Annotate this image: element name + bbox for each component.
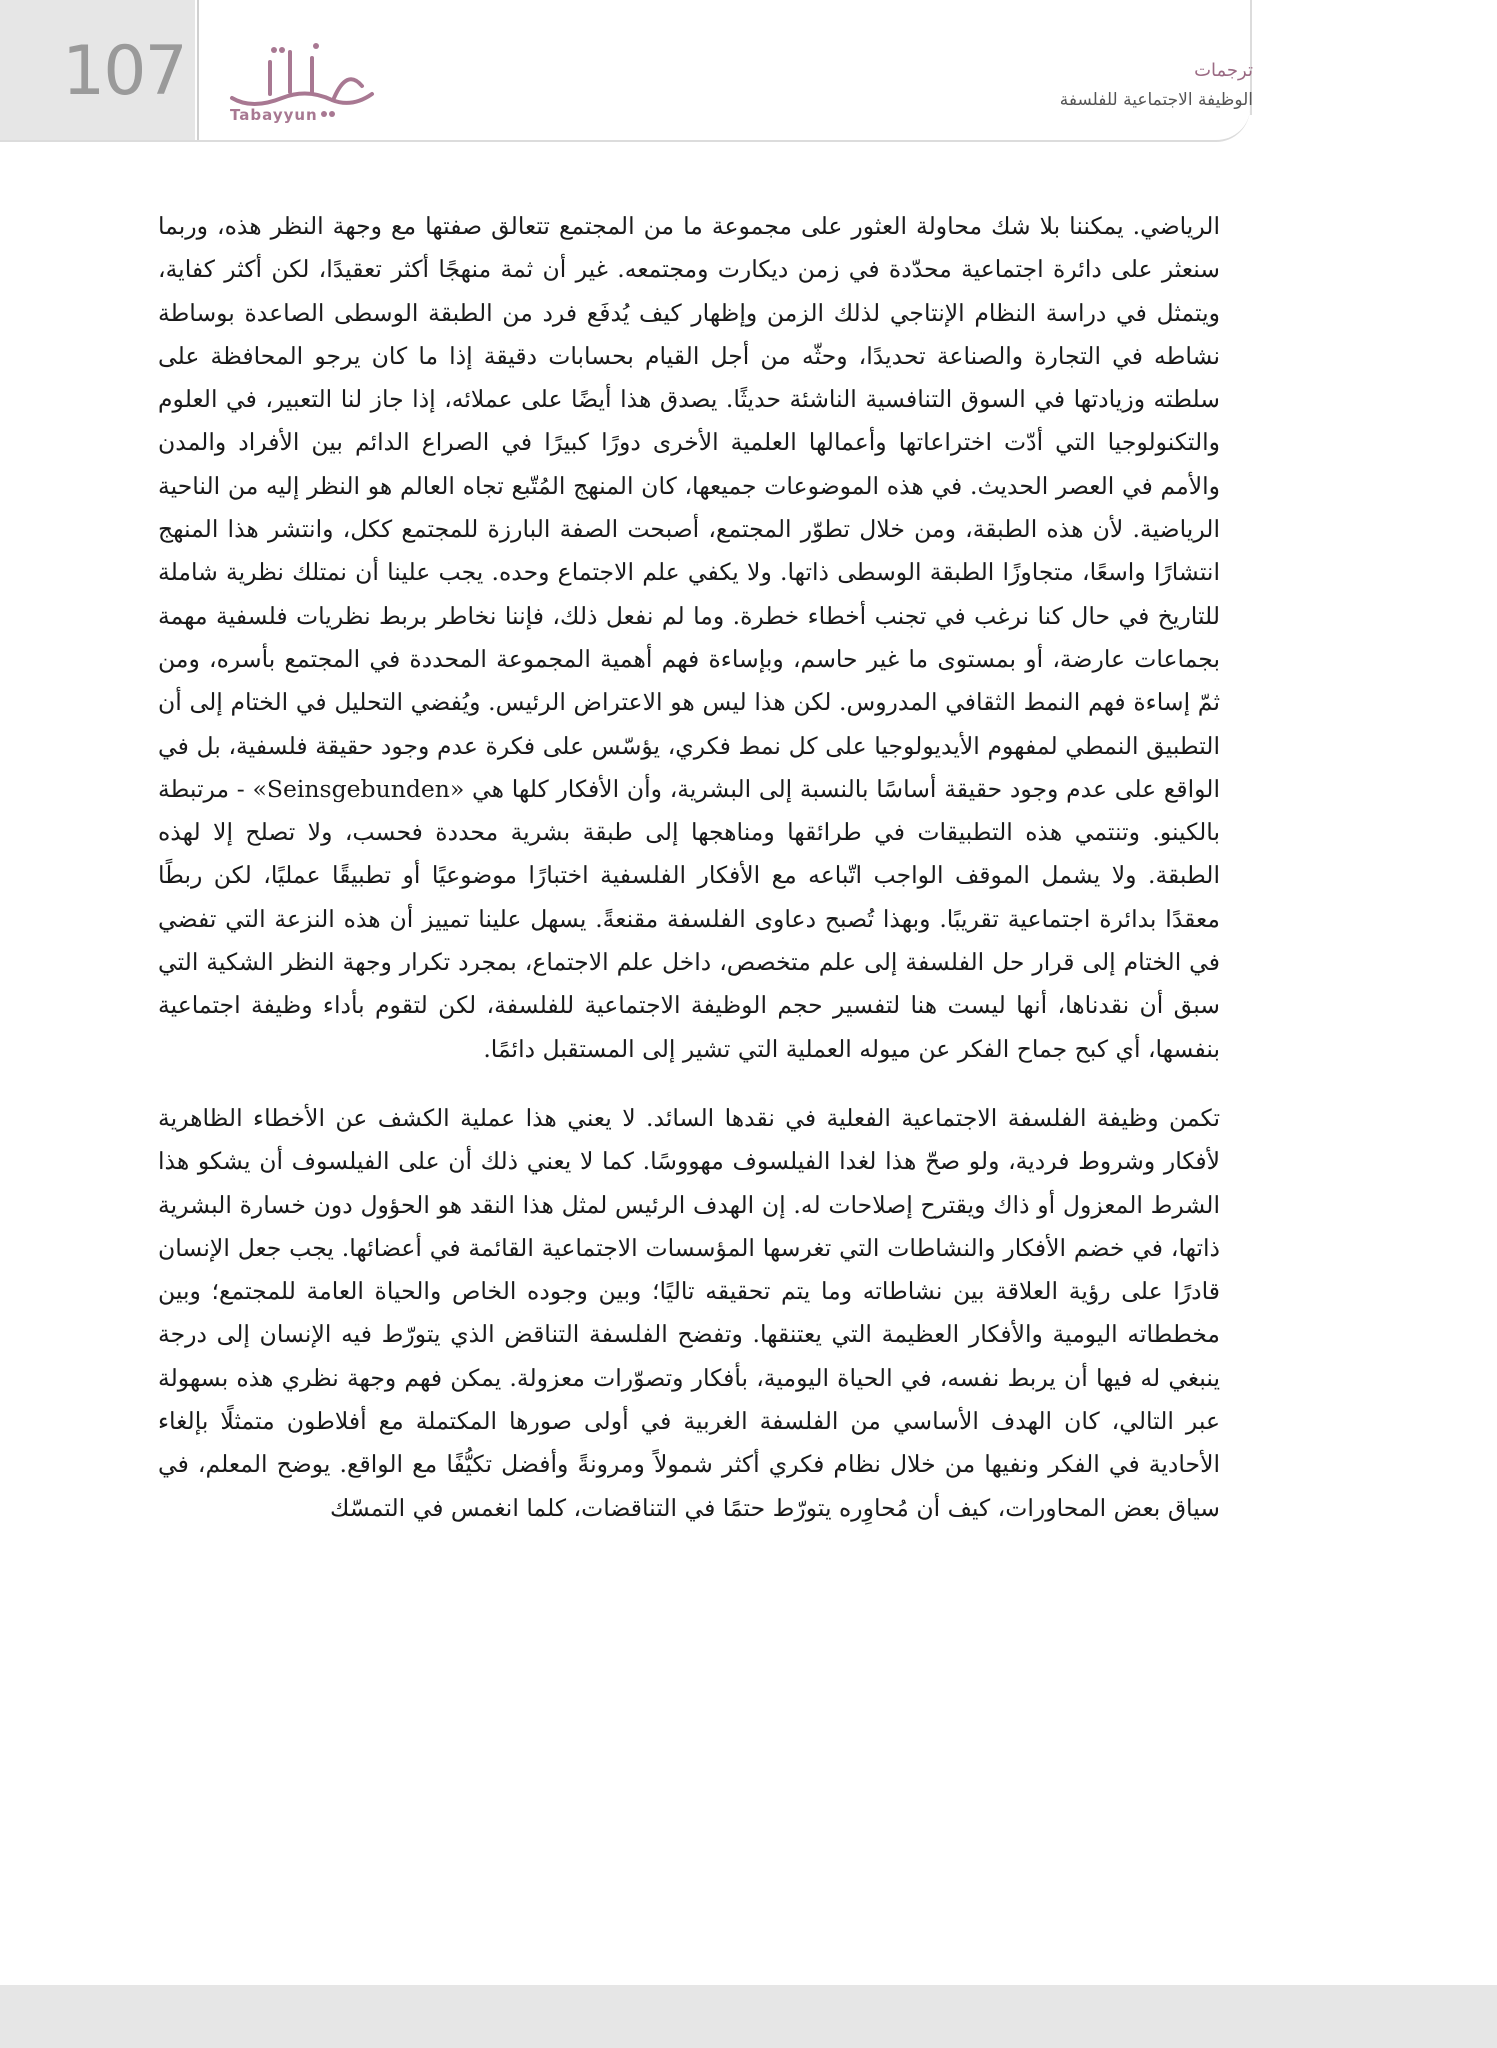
header-divider	[197, 0, 199, 140]
page-number: 107	[62, 32, 186, 111]
paragraph: الرياضي. يمكننا بلا شك محاولة العثور على مجموعة ما من المجتمع تتعالق صفتها مع وجهة النظر هذه، وربما سنعثر على دائرة اجتماعية محدّدة في زمن ديكارت ومجتمعه. غير أن ثمة منهجًا أكثر تعقيدًا، لكن أكثر كفاية، ويتمثل في دراسة النظام الإنتاجي لذلك الزمن وإظهار كيف يُدفَع فرد من الطبقة الوسطى الصاعدة بوساطة نشاطه في التجارة والصناعة تحديدًا، وحثّه من أجل القيام بحسابات دقيقة إذا ما كان يرجو المحافظة على سلطته وزيادتها في السوق التنافسية الناشئة حديثًا. يصدق هذا أيضًا على عملائه، إذا جاز لنا التعبير، في العلوم والتكنولوجيا التي أدّت اختراعاتها وأعمالها العلمية الأخرى دورًا كبيرًا في الصراع الدائم بين الأفراد والمدن والأمم في العصر الحديث. في هذه الموضوعات جميعها، كان المنهج المُتّبع تجاه العالم هو النظر إليه من الناحية الرياضية. لأن هذه الطبقة، ومن خلال تطوّر المجتمع، أصبحت الصفة البارزة للمجتمع ككل، وانتشر هذا المنهج انتشارًا واسعًا، متجاوزًا الطبقة الوسطى ذاتها. ولا يكفي علم الاجتماع وحده. يجب علينا أن نمتلك نظرية شاملة للتاريخ في حال كنا نرغب في تجنب أخطاء خطرة. وما لم نفعل ذلك، فإننا نخاطر بربط نظريات فلسفية مهمة بجماعات عارضة، أو بمستوى ما غير حاسم، وبإساءة فهم أهمية المجموعة المحددة في المجتمع بأسره، ومن ثمّ إساءة فهم النمط الثقافي المدروس. لكن هذا ليس هو الاعتراض الرئيس. ويُفضي التحليل في الختام إلى أن التطبيق النمطي لمفهوم الأيديولوجيا على كل نمط فكري، يؤسّس على فكرة عدم وجود حقيقة فلسفية، بل في الواقع على عدم وجود حقيقة أساسًا بالنسبة إلى البشرية، وأن الأفكار كلها هي «Seinsgebunden» - مرتبطة بالكينو. وتنتمي هذه التطبيقات في طرائقها ومناهجها إلى طبقة بشرية محددة فحسب، ولا تصلح إلا لهذه الطبقة. ولا يشمل الموقف الواجب اتّباعه مع الأفكار الفلسفية اختبارًا موضوعيًا أو تطبيقًا عمليًا، لكن ربطًا معقدًا بدائرة اجتماعية تقريبًا. وبهذا تُصبح دعاوى الفلسفة مقنعةً. يسهل علينا تمييز أن هذه النزعة التي تفضي في الختام إلى قرار حل الفلسفة إلى علم متخصص، داخل علم الاجتماع، بمجرد تكرار وجهة النظر الشكية التي سبق أن نقدناها، أنها ليست هنا لتفسير حجم الوظيفة الاجتماعية للفلسفة، لكن لتقوم بأداء وظيفة اجتماعية بنفسها، أي كبح جماح الفكر عن ميوله العملية التي تشير إلى المستقبل دائمًا.	[158, 212, 1220, 1063]
article-title: الوظيفة الاجتماعية للفلسفة	[1059, 90, 1253, 110]
logo-text: Tabayyun	[230, 106, 318, 124]
paragraph: تكمن وظيفة الفلسفة الاجتماعية الفعلية في نقدها السائد. لا يعني هذا عملية الكشف عن الأخطاء الظاهرية لأفكار وشروط فردية، ولو صحّ هذا لغدا الفيلسوف مهووسًا. كما لا يعني ذلك أن على الفيلسوف أن يشكو هذا الشرط المعزول أو ذاك ويقترح إصلاحات له. إن الهدف الرئيس لمثل هذا النقد هو الحؤول دون خسارة البشرية ذاتها، في خضم الأفكار والنشاطات التي تغرسها المؤسسات الاجتماعية القائمة في أعضائها. يجب جعل الإنسان قادرًا على رؤية العلاقة بين نشاطاته وما يتم تحقيقه تاليًا؛ وبين وجوده الخاص والحياة العامة للمجتمع؛ وبين مخططاته اليومية والأفكار العظيمة التي يعتنقها. وتفضح الفلسفة التناقض الذي يتورّط فيه الإنسان إلى درجة ينبغي له فيها أن يربط نفسه، في الحياة اليومية، بأفكار وتصوّرات معزولة. يمكن فهم وجهة نظري هذه بسهولة عبر التالي، كان الهدف الأساسي من الفلسفة الغربية في أولى صورها المكتملة مع أفلاطون متمثلًا بإلغاء الأحادية في الفكر ونفيها من خلال نظام فكري أكثر شمولاً ومرونةً وأفضل تكيُّفًا مع الواقع. يوضح المعلم، في سياق بعض المحاورات، كيف أن مُحاوِره يتورّط حتمًا في التناقضات، كلما انغمس في التمسّك	[158, 1103, 1220, 1522]
page-footer	[0, 1985, 1497, 2048]
page-number-box	[0, 0, 195, 140]
article-body	[158, 205, 1220, 1556]
section-label: ترجمات	[1194, 60, 1253, 81]
